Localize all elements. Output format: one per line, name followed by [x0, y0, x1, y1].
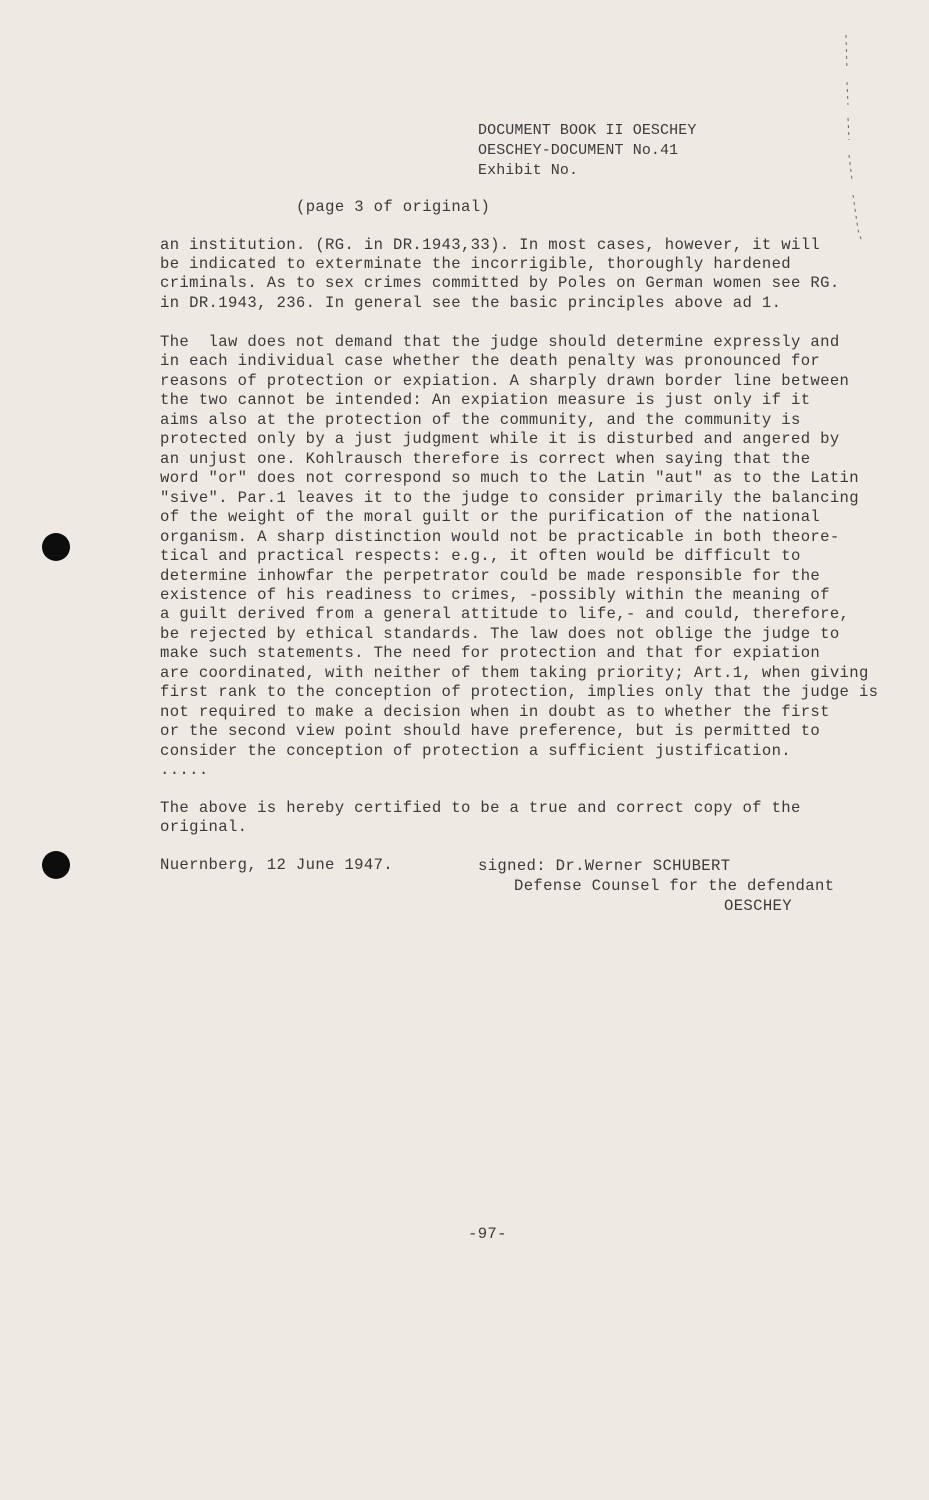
body-line: word "or" does not correspond so much to the Latin "aut" as to the Latin	[160, 469, 859, 487]
ellipsis: .....	[160, 761, 209, 779]
document-number: OESCHEY-DOCUMENT No.41	[478, 142, 679, 159]
body-line: first rank to the conception of protection, implies only that the judge is	[160, 683, 879, 701]
signature-name: signed: Dr.Werner SCHUBERT	[478, 857, 731, 875]
signature-defendant: OESCHEY	[724, 897, 792, 915]
body-line: consider the conception of protection a sufficient justification.	[160, 742, 792, 760]
body-line: protected only by a just judgment while it is disturbed and angered by	[160, 430, 840, 448]
body-line: a guilt derived from a general attitude to life,- and could, therefore,	[160, 605, 850, 623]
punch-hole-top	[42, 533, 70, 561]
body-line: of the weight of the moral guilt or the purification of the national	[160, 508, 821, 526]
page-note: (page 3 of original)	[296, 198, 491, 216]
body-line: determine inhowfar the perpetrator could be made responsible for the	[160, 567, 821, 585]
body-line: or the second view point should have preference, but is permitted to	[160, 722, 821, 740]
body-line: criminals. As to sex crimes committed by Poles on German women see RG.	[160, 274, 840, 292]
body-line: are coordinated, with neither of them taking priority; Art.1, when giving	[160, 664, 869, 682]
signature-title: Defense Counsel for the defendant	[514, 877, 835, 895]
body-line: not required to make a decision when in doubt as to whether the first	[160, 703, 830, 721]
body-line: an institution. (RG. in DR.1943,33). In most cases, however, it will	[160, 236, 821, 254]
body-line: existence of his readiness to crimes, -possibly within the meaning of	[160, 586, 830, 604]
body-line: in DR.1943, 236. In general see the basic principles above ad 1.	[160, 294, 782, 312]
body-line: an unjust one. Kohlrausch therefore is correct when saying that the	[160, 450, 811, 468]
page-number: -97-	[468, 1225, 507, 1243]
body-line: "sive". Par.1 leaves it to the judge to consider primarily the balancing	[160, 489, 859, 507]
place-date: Nuernberg, 12 June 1947.	[160, 856, 393, 874]
certification-line: The above is hereby certified to be a true and correct copy of the	[160, 799, 801, 817]
body-line: make such statements. The need for protection and that for expiation	[160, 644, 821, 662]
edge-marks	[836, 30, 876, 250]
punch-hole-bottom	[42, 851, 70, 879]
body-line: tical and practical respects: e.g., it often would be difficult to	[160, 547, 801, 565]
body-line: the two cannot be intended: An expiation measure is just only if it	[160, 391, 811, 409]
body-line: aims also at the protection of the community, and the community is	[160, 411, 801, 429]
certification-line: original.	[160, 818, 248, 836]
document-book-title: DOCUMENT BOOK II OESCHEY	[478, 122, 697, 139]
body-line: The law does not demand that the judge should determine expressly and	[160, 333, 840, 351]
body-line: reasons of protection or expiation. A sharply drawn border line between	[160, 372, 850, 390]
exhibit-number: Exhibit No.	[478, 162, 579, 179]
body-line: in each individual case whether the death penalty was pronounced for	[160, 352, 821, 370]
body-line: be indicated to exterminate the incorrigible, thoroughly hardened	[160, 255, 792, 273]
body-line: be rejected by ethical standards. The law does not oblige the judge to	[160, 625, 840, 643]
body-line: organism. A sharp distinction would not be practicable in both theore-	[160, 528, 840, 546]
